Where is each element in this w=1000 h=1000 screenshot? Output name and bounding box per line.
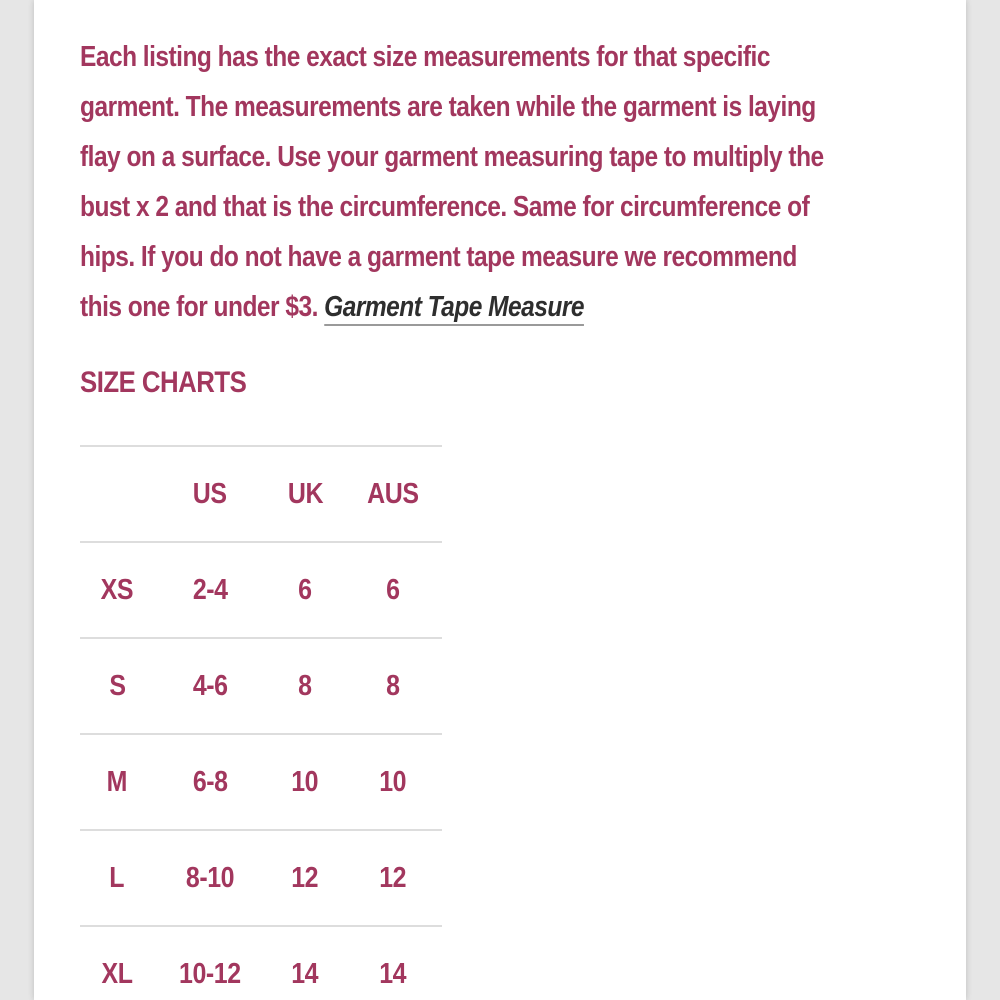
intro-line: flay on a surface. Use your garment measuring tape to multiply the — [80, 141, 824, 173]
content-area — [80, 32, 910, 399]
us-cell: 6-8 — [192, 765, 228, 798]
page-card — [34, 0, 966, 1000]
aus-cell: 14 — [379, 958, 407, 990]
us-cell: 10-12 — [179, 958, 241, 990]
intro-line: hips. If you do not have a garment tape measure we recommend — [80, 241, 797, 273]
intro-line: bust x 2 and that is the circumference. Same for circumference of — [80, 191, 810, 223]
garment-tape-measure-link[interactable]: Garment Tape Measure — [324, 291, 584, 326]
size-chart-table — [80, 445, 442, 1000]
size-cell: L — [109, 861, 125, 894]
uk-cell: 6 — [298, 573, 312, 606]
table-header-row — [80, 446, 442, 542]
aus-cell: 12 — [379, 861, 407, 894]
size-cell: S — [108, 669, 126, 702]
aus-cell: 10 — [379, 765, 407, 798]
table-row — [80, 926, 442, 1000]
size-charts-heading: SIZE CHARTS — [80, 366, 247, 399]
intro-line-last — [80, 282, 906, 332]
aus-cell: 6 — [386, 573, 400, 606]
table-row — [80, 734, 442, 830]
table-row — [80, 830, 442, 926]
size-cell: XS — [100, 573, 134, 606]
uk-cell: 10 — [291, 765, 319, 798]
uk-cell: 8 — [298, 669, 312, 702]
column-header-us: US — [193, 477, 227, 510]
intro-line: garment. The measurements are taken while the garment is laying — [80, 91, 816, 123]
size-cell: XL — [101, 958, 133, 990]
column-header-aus: AUS — [367, 477, 419, 510]
intro-line: Each listing has the exact size measurements for that specific — [80, 41, 770, 73]
us-cell: 4-6 — [192, 669, 228, 702]
column-header-uk: UK — [287, 477, 323, 510]
intro-line-text: this one for under $3. — [80, 291, 325, 323]
aus-cell: 8 — [386, 669, 400, 702]
intro-paragraph — [80, 32, 906, 332]
table-row — [80, 542, 442, 638]
size-cell: M — [106, 765, 128, 798]
uk-cell: 12 — [291, 861, 319, 894]
uk-cell: 14 — [291, 958, 319, 990]
us-cell: 8-10 — [185, 861, 235, 894]
us-cell: 2-4 — [192, 573, 228, 606]
column-header-size — [80, 446, 154, 542]
table-row — [80, 638, 442, 734]
